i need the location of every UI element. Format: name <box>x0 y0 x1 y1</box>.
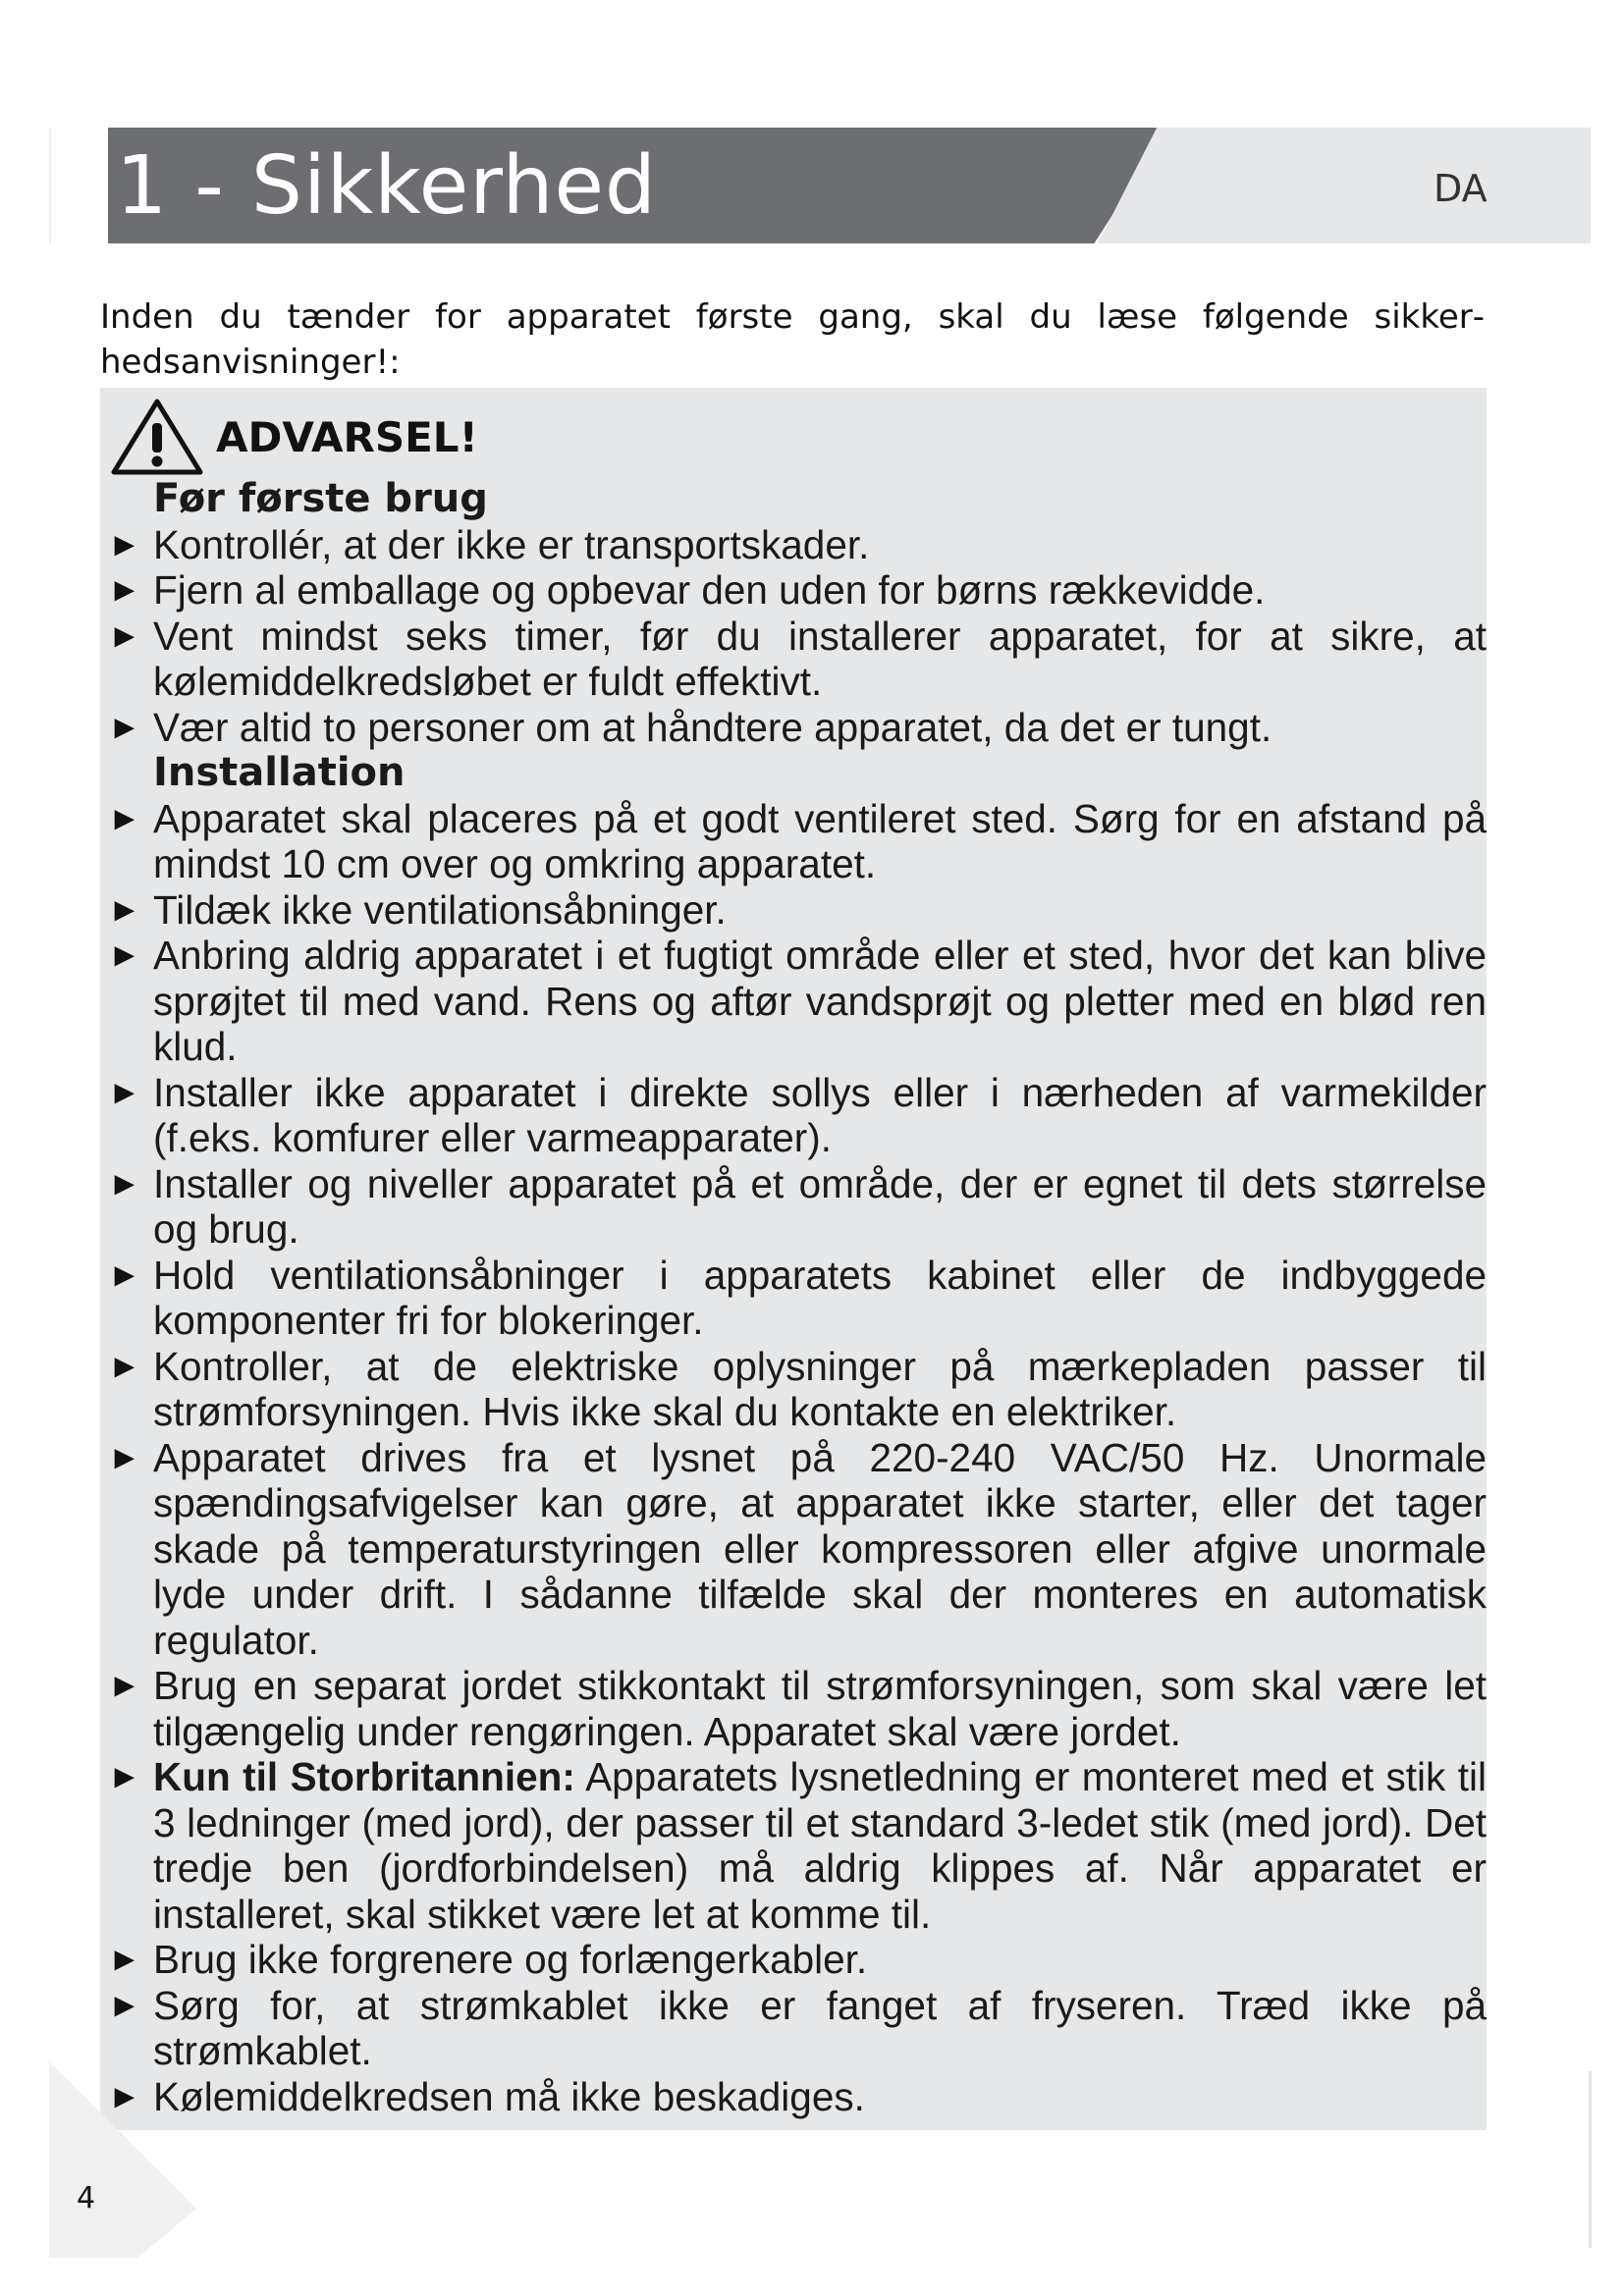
list-item-uk <box>106 1754 1487 1937</box>
list-item-text: Brug ikke forgrenere og forlængerkabler. <box>153 1937 868 1982</box>
list-item-text: Kontroller, at de elektriske oplysninger på mærkepladen passer til strømforsyningen. Hvis ikke skal du kontakte en elektriker. <box>153 1343 1487 1434</box>
section-heading-first-use: Før første brug <box>153 476 488 521</box>
list-item <box>106 1070 1487 1161</box>
list-item-text: Kontrollér, at der ikke er transportskader. <box>153 521 870 567</box>
bullet-icon: ► <box>108 890 141 929</box>
chapter-title: 1 - Sikkerhed <box>116 139 657 233</box>
list-item <box>106 1663 1487 1754</box>
list-item <box>106 1253 1487 1344</box>
list-item <box>106 1161 1487 1253</box>
list-item-text: Installer og niveller apparatet på et område, der er egnet til dets størrelse og brug. <box>153 1160 1487 1252</box>
list-item-text: Vær altid to personer om at håndtere apparatet, da det er tungt. <box>153 704 1272 750</box>
bullet-icon: ► <box>108 936 141 974</box>
list-item <box>106 1435 1487 1664</box>
list-item-text: Installer ikke apparatet i direkte sollys eller i nærheden af varmekilder (f.eks. komfurer eller varmeapparater). <box>153 1069 1487 1160</box>
intro-paragraph: Inden du tænder for apparatet første gang, skal du læse følgende sikkerhedsanvisninger!: <box>100 297 1485 382</box>
bullet-icon: ► <box>108 616 141 655</box>
warning-triangle-icon <box>108 398 206 476</box>
bullet-icon: ► <box>108 1347 141 1385</box>
list-item <box>106 614 1487 705</box>
bullet-icon: ► <box>108 1255 141 1294</box>
language-tab <box>1098 128 1591 243</box>
bullet-icon: ► <box>108 1667 141 1704</box>
bullet-icon: ► <box>108 799 141 837</box>
page-number: 4 <box>77 2181 96 2216</box>
bullet-icon: ► <box>108 2077 141 2115</box>
list-item-text: Vent mindst seks timer, før du installerer apparatet, for at sikre, at kølemiddelkredsløbet er fuldt effektivt. <box>153 613 1487 704</box>
bullet-icon: ► <box>108 1164 141 1202</box>
bullet-icon: ► <box>108 1758 141 1795</box>
warning-header <box>108 398 478 476</box>
uk-lead-text: Kun til Storbritannien: <box>153 1754 575 1799</box>
list-item <box>106 796 1487 887</box>
list-item <box>106 567 1487 614</box>
list-item <box>106 705 1487 751</box>
list-item-text: Kølemiddelkredsen må ikke beskadiges. <box>153 2073 865 2119</box>
list-item <box>106 1983 1487 2074</box>
list-item-text: Tildæk ikke ventilationsåbninger. <box>153 886 727 933</box>
bullet-icon: ► <box>108 708 141 746</box>
bullet-icon: ► <box>108 525 141 563</box>
list-item <box>106 1344 1487 1435</box>
list-item-text: Apparatet drives fra et lysnet på 220-240 VAC/50 Hz. Unormale spændingsafvigelser kan gøre, at apparatet ikke starter, eller det tager skade på temperaturstyringen eller kompressoren eller afgive unormale lyde under drift. I sådanne tilfælde skal der monteres en automatisk regulator. <box>153 1434 1487 1663</box>
bullet-icon: ► <box>108 1941 141 1978</box>
list-item-text: Apparatet skal placeres på et godt ventileret sted. Sørg for en afstand på mindst 10 cm over og omkring apparatet. <box>153 795 1487 886</box>
bullet-icon: ► <box>108 1986 141 2024</box>
safety-content <box>106 476 1487 2119</box>
list-item-text: Brug en separat jordet stikkontakt til strømforsyningen, som skal være let tilgængelig under rengøringen. Apparatet skal være jordet. <box>153 1663 1487 1754</box>
section-heading-installation: Installation <box>153 750 406 795</box>
list-item <box>106 2074 1487 2120</box>
language-code: DA <box>1434 167 1488 210</box>
list-item-text: Anbring aldrig apparatet i et fugtigt område eller et sted, hvor det kan blive sprøjtet til med vand. Rens og aftør vandsprøjt og pletter med en blød ren klud. <box>153 933 1487 1069</box>
list-item-text: Hold ventilationsåbninger i apparatets kabinet eller de indbyggede komponenter fri for blokeringer. <box>153 1252 1487 1343</box>
list-item-text: Sørg for, at strømkablet ikke er fanget af fryseren. Træd ikke på strømkablet. <box>153 1982 1487 2073</box>
uk-item-text: Apparatets lysnetledning er monteret med et stik til 3 ledninger (med jord), der passer til et standard 3-ledet stik (med jord). Det tredje ben (jordforbindelsen) må aldrig klippes af. Når apparatet er installeret, skal stikket være let at komme til. <box>153 1754 1488 1937</box>
bullet-icon: ► <box>108 571 141 609</box>
list-item <box>106 522 1487 568</box>
list-item <box>106 887 1487 934</box>
list-item-text: Fjern al emballage og opbevar den uden for børns rækkevidde. <box>153 567 1266 613</box>
bullet-icon: ► <box>108 1073 141 1111</box>
page-edge-line <box>1589 2071 1592 2248</box>
list-item <box>106 1937 1487 1983</box>
warning-title: ADVARSEL! <box>216 412 478 461</box>
bullet-icon: ► <box>108 1438 141 1476</box>
list-item <box>106 933 1487 1070</box>
header-edge-line <box>49 128 51 243</box>
